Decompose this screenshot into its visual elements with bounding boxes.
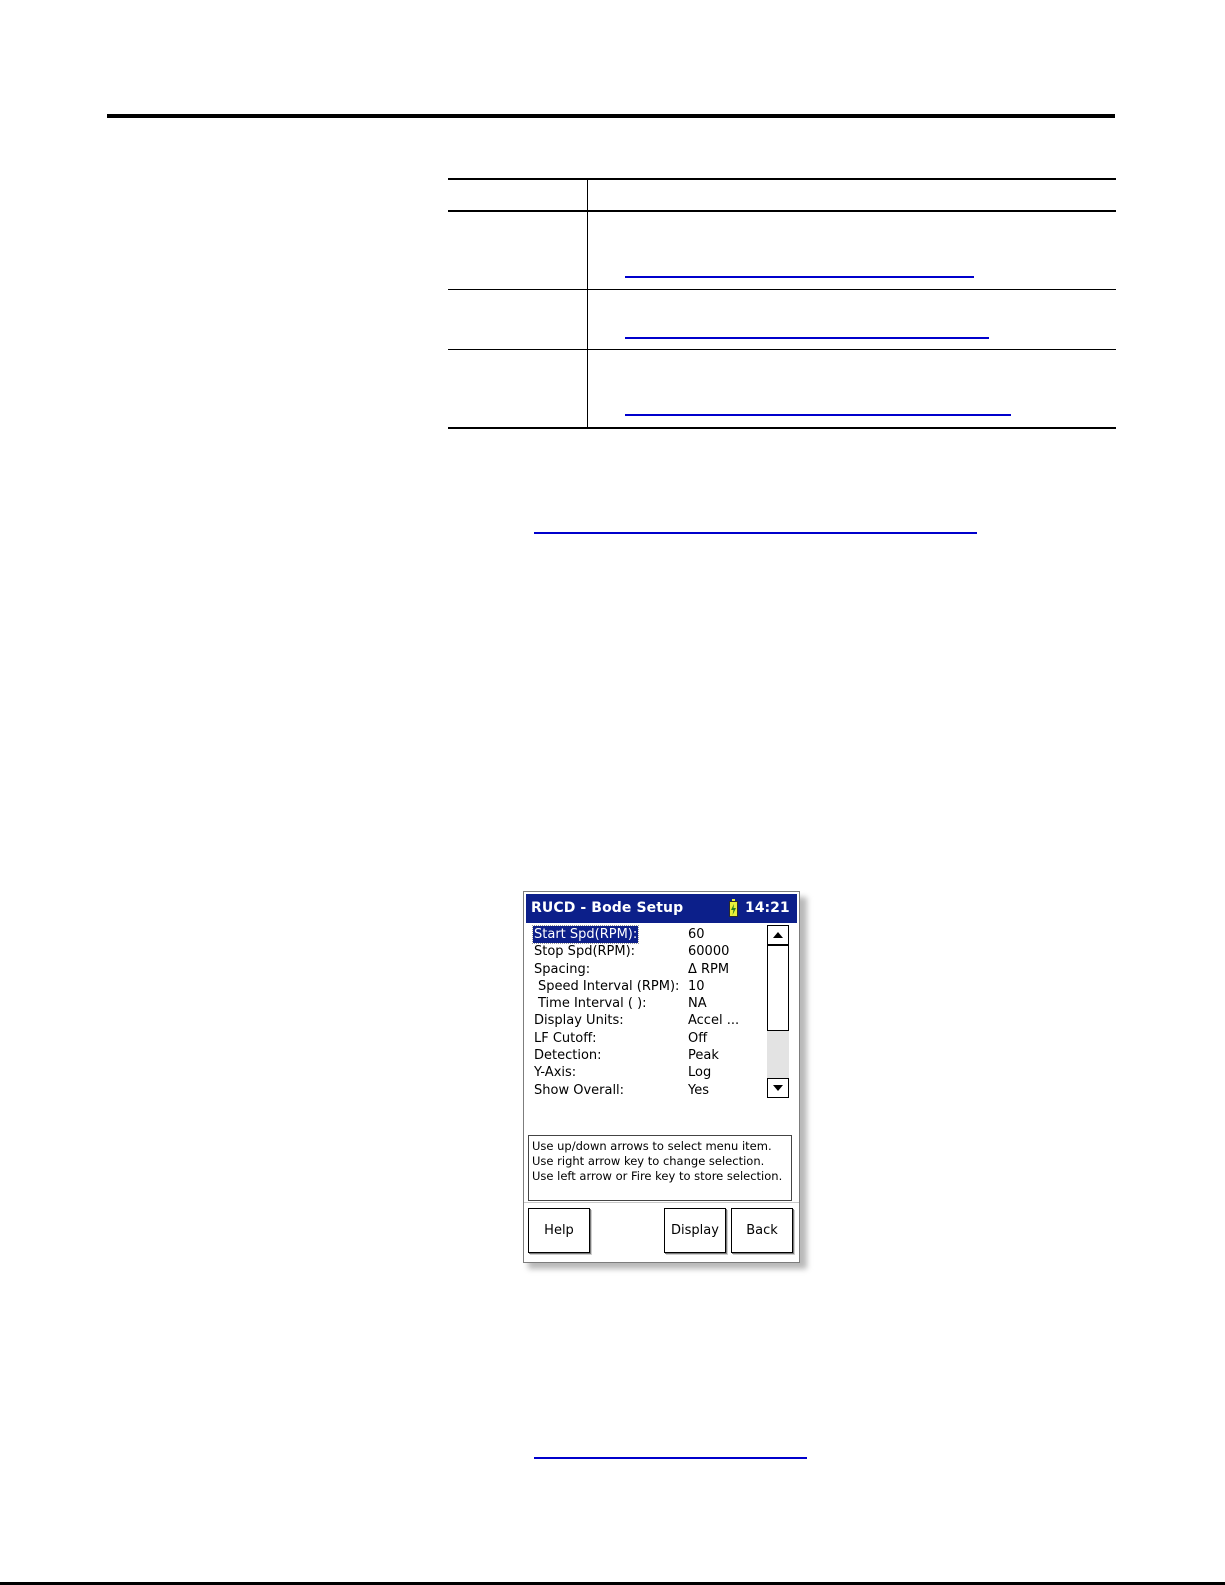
scroll-thumb[interactable] xyxy=(767,945,789,1031)
menu-item-label: Spacing: xyxy=(534,961,591,977)
help-line: Use up/down arrows to select menu item. xyxy=(532,1139,772,1153)
table-link-1[interactable] xyxy=(625,276,974,278)
menu-item-stop-speed[interactable] xyxy=(533,943,773,960)
menu-item-value: Yes xyxy=(688,1082,709,1098)
scroll-up-button[interactable] xyxy=(767,925,789,945)
screen-title: RUCD - Bode Setup xyxy=(531,900,684,916)
menu-item-detection[interactable] xyxy=(533,1047,773,1064)
menu-item-value: 60000 xyxy=(688,944,730,960)
menu-item-label: Stop Spd(RPM): xyxy=(534,944,636,960)
table-top-rule xyxy=(448,178,1116,180)
menu-item-value: Peak xyxy=(688,1048,719,1064)
menu-item-y-axis[interactable] xyxy=(533,1064,773,1081)
menu-item-value: 60 xyxy=(688,927,705,942)
arrow-up-icon xyxy=(773,932,783,938)
button-bar-separator xyxy=(524,1202,799,1203)
menu-item-label: Display Units: xyxy=(534,1013,624,1029)
help-line: Use right arrow key to change selection. xyxy=(532,1154,765,1168)
menu-item-label: Time Interval ( ): xyxy=(538,996,647,1012)
menu-item-start-speed[interactable] xyxy=(533,926,773,943)
help-text-box xyxy=(528,1135,792,1201)
menu-item-label: Show Overall: xyxy=(534,1082,625,1098)
body-link[interactable] xyxy=(534,532,977,534)
menu-item-time-interval[interactable] xyxy=(533,995,773,1012)
menu-item-value: NA xyxy=(688,996,707,1012)
menu-item-display-units[interactable] xyxy=(533,1012,773,1029)
help-button[interactable]: Help xyxy=(528,1208,590,1253)
back-button[interactable]: Back xyxy=(731,1208,793,1253)
menu-item-spacing[interactable] xyxy=(533,961,773,978)
menu-item-value: Accel ... xyxy=(688,1013,740,1029)
header-rule xyxy=(107,114,1115,118)
arrow-down-icon xyxy=(773,1085,783,1091)
menu-item-label: Detection: xyxy=(534,1048,602,1064)
menu-item-label: Start Spd(RPM): xyxy=(534,927,638,942)
display-button[interactable]: Display xyxy=(664,1208,726,1253)
clock: 14:21 xyxy=(745,900,790,916)
menu-item-value: 10 xyxy=(688,978,705,994)
menu-item-label: Speed Interval (RPM): xyxy=(538,978,680,994)
settings-menu xyxy=(533,926,773,1099)
battery-icon xyxy=(729,901,738,917)
title-bar xyxy=(526,894,797,923)
footer-link[interactable] xyxy=(534,1457,807,1459)
table-row-rule-2 xyxy=(448,349,1116,350)
menu-scrollbar[interactable] xyxy=(767,925,789,1098)
table-bottom-rule xyxy=(448,427,1116,429)
table-column-divider xyxy=(587,178,588,428)
menu-item-value: Off xyxy=(688,1030,708,1046)
menu-item-value: Log xyxy=(688,1065,712,1081)
menu-item-label: Y-Axis: xyxy=(534,1065,577,1081)
menu-item-speed-interval[interactable] xyxy=(533,978,773,995)
menu-item-value: Δ RPM xyxy=(688,961,730,977)
scroll-down-button[interactable] xyxy=(767,1078,789,1098)
menu-item-show-overall[interactable] xyxy=(533,1082,773,1099)
menu-item-label: LF Cutoff: xyxy=(534,1030,597,1046)
help-line: Use left arrow or Fire key to store selection. xyxy=(532,1169,783,1183)
table-row-rule-1 xyxy=(448,289,1116,290)
device-screen xyxy=(523,891,800,1263)
table-link-3[interactable] xyxy=(625,414,1011,416)
table-header-rule xyxy=(448,210,1116,212)
menu-item-lf-cutoff[interactable] xyxy=(533,1030,773,1047)
table-link-2[interactable] xyxy=(625,337,989,339)
